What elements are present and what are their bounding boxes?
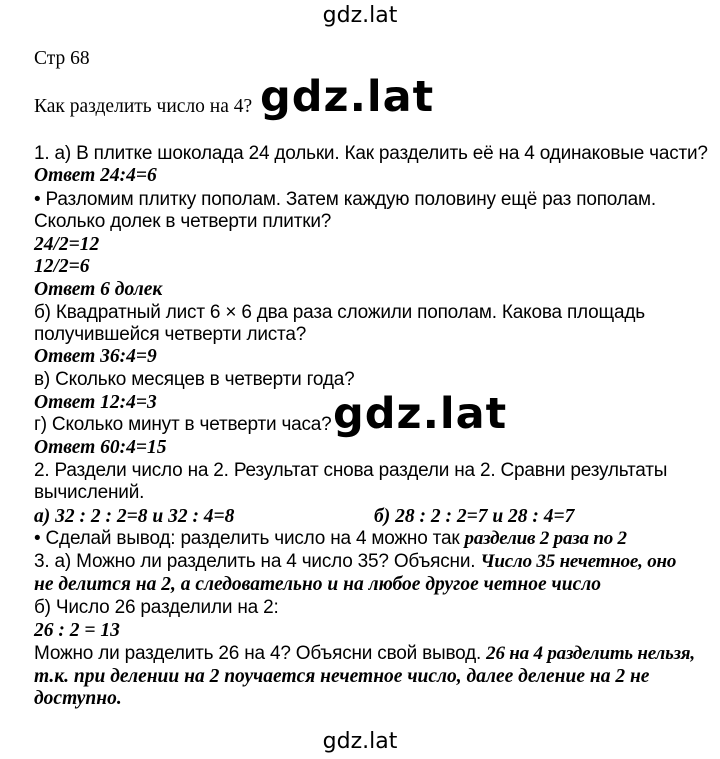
- task-2-answers: [34, 506, 694, 528]
- answer-1c: Ответ 12:4=3: [34, 392, 157, 413]
- answer-1a-final: Ответ 6 долек: [34, 279, 163, 300]
- task-2-conclusion-text: • Сделай вывод: разделить число на 4 можно так: [34, 528, 465, 549]
- task-3b-calc: 26 : 2 = 13: [34, 620, 120, 641]
- watermark-large-1: gdz.lat: [260, 72, 435, 122]
- task-3b-statement: б) Число 26 разделили на 2:: [34, 597, 279, 618]
- task-2-question: 2. Раздели число на 2. Результат снова раздели на 2. Сравни результаты: [34, 460, 668, 481]
- calc-2: 12/2=6: [34, 256, 90, 277]
- task-2-conclusion-answer: разделив 2 раза по 2: [464, 528, 627, 549]
- task-3a-question-text: 3. а) Можно ли разделить на 4 число 35? Объясни.: [34, 551, 481, 572]
- task-3b-answer-start: 26 на 4 разделить нельзя,: [486, 643, 695, 664]
- watermark-large-2: gdz.lat: [333, 389, 508, 439]
- answer-2b: б) 28 : 2 : 2=7 и 28 : 4=7: [374, 506, 575, 527]
- task-1d-question: г) Сколько минут в четверти часа?: [34, 414, 332, 435]
- answer-1d: Ответ 60:4=15: [34, 437, 167, 458]
- answer-1b: Ответ 36:4=9: [34, 346, 157, 367]
- task-3b-question-text: Можно ли разделить 26 на 4? Объясни свой вывод.: [34, 643, 487, 664]
- task-3a-answer-start: Число 35 нечетное, оно: [480, 551, 677, 572]
- task-1a-question: 1. а) В плитке шоколада 24 дольки. Как разделить её на 4 одинаковые части?: [34, 143, 708, 164]
- calc-1: 24/2=12: [34, 234, 100, 255]
- task-3a-question: [34, 551, 676, 573]
- task-3b-question: [34, 643, 695, 665]
- answer-2a: а) 32 : 2 : 2=8 и 32 : 4=8: [34, 506, 235, 527]
- page-reference: Стр 68: [34, 48, 90, 69]
- task-2-conclusion: [34, 528, 627, 550]
- watermark-bottom: gdz.lat: [322, 729, 398, 754]
- watermark-top: gdz.lat: [322, 3, 398, 28]
- task-1a-hint: • Разломим плитку пополам. Затем каждую половину ещё раз пополам.: [34, 189, 656, 210]
- task-3a-answer-cont: не делится на 2, а следовательно и на любое другое четное число: [34, 574, 602, 595]
- task-1a-hint-2: Сколько долек в четверти плитки?: [34, 211, 332, 232]
- task-1b-question-2: получившейся четверти листа?: [34, 324, 307, 345]
- task-1b-question: б) Квадратный лист 6 × 6 два раза сложили пополам. Какова площадь: [34, 302, 645, 323]
- heading: Как разделить число на 4?: [34, 96, 253, 117]
- task-3b-answer-end: доступно.: [34, 688, 122, 709]
- task-2-question-2: вычислений.: [34, 482, 145, 503]
- task-3b-answer-cont: т.к. при делении на 2 поучается нечетное число, далее деление на 2 не: [34, 666, 650, 687]
- task-1c-question: в) Сколько месяцев в четверти года?: [34, 369, 355, 390]
- answer-1a: Ответ 24:4=6: [34, 165, 157, 186]
